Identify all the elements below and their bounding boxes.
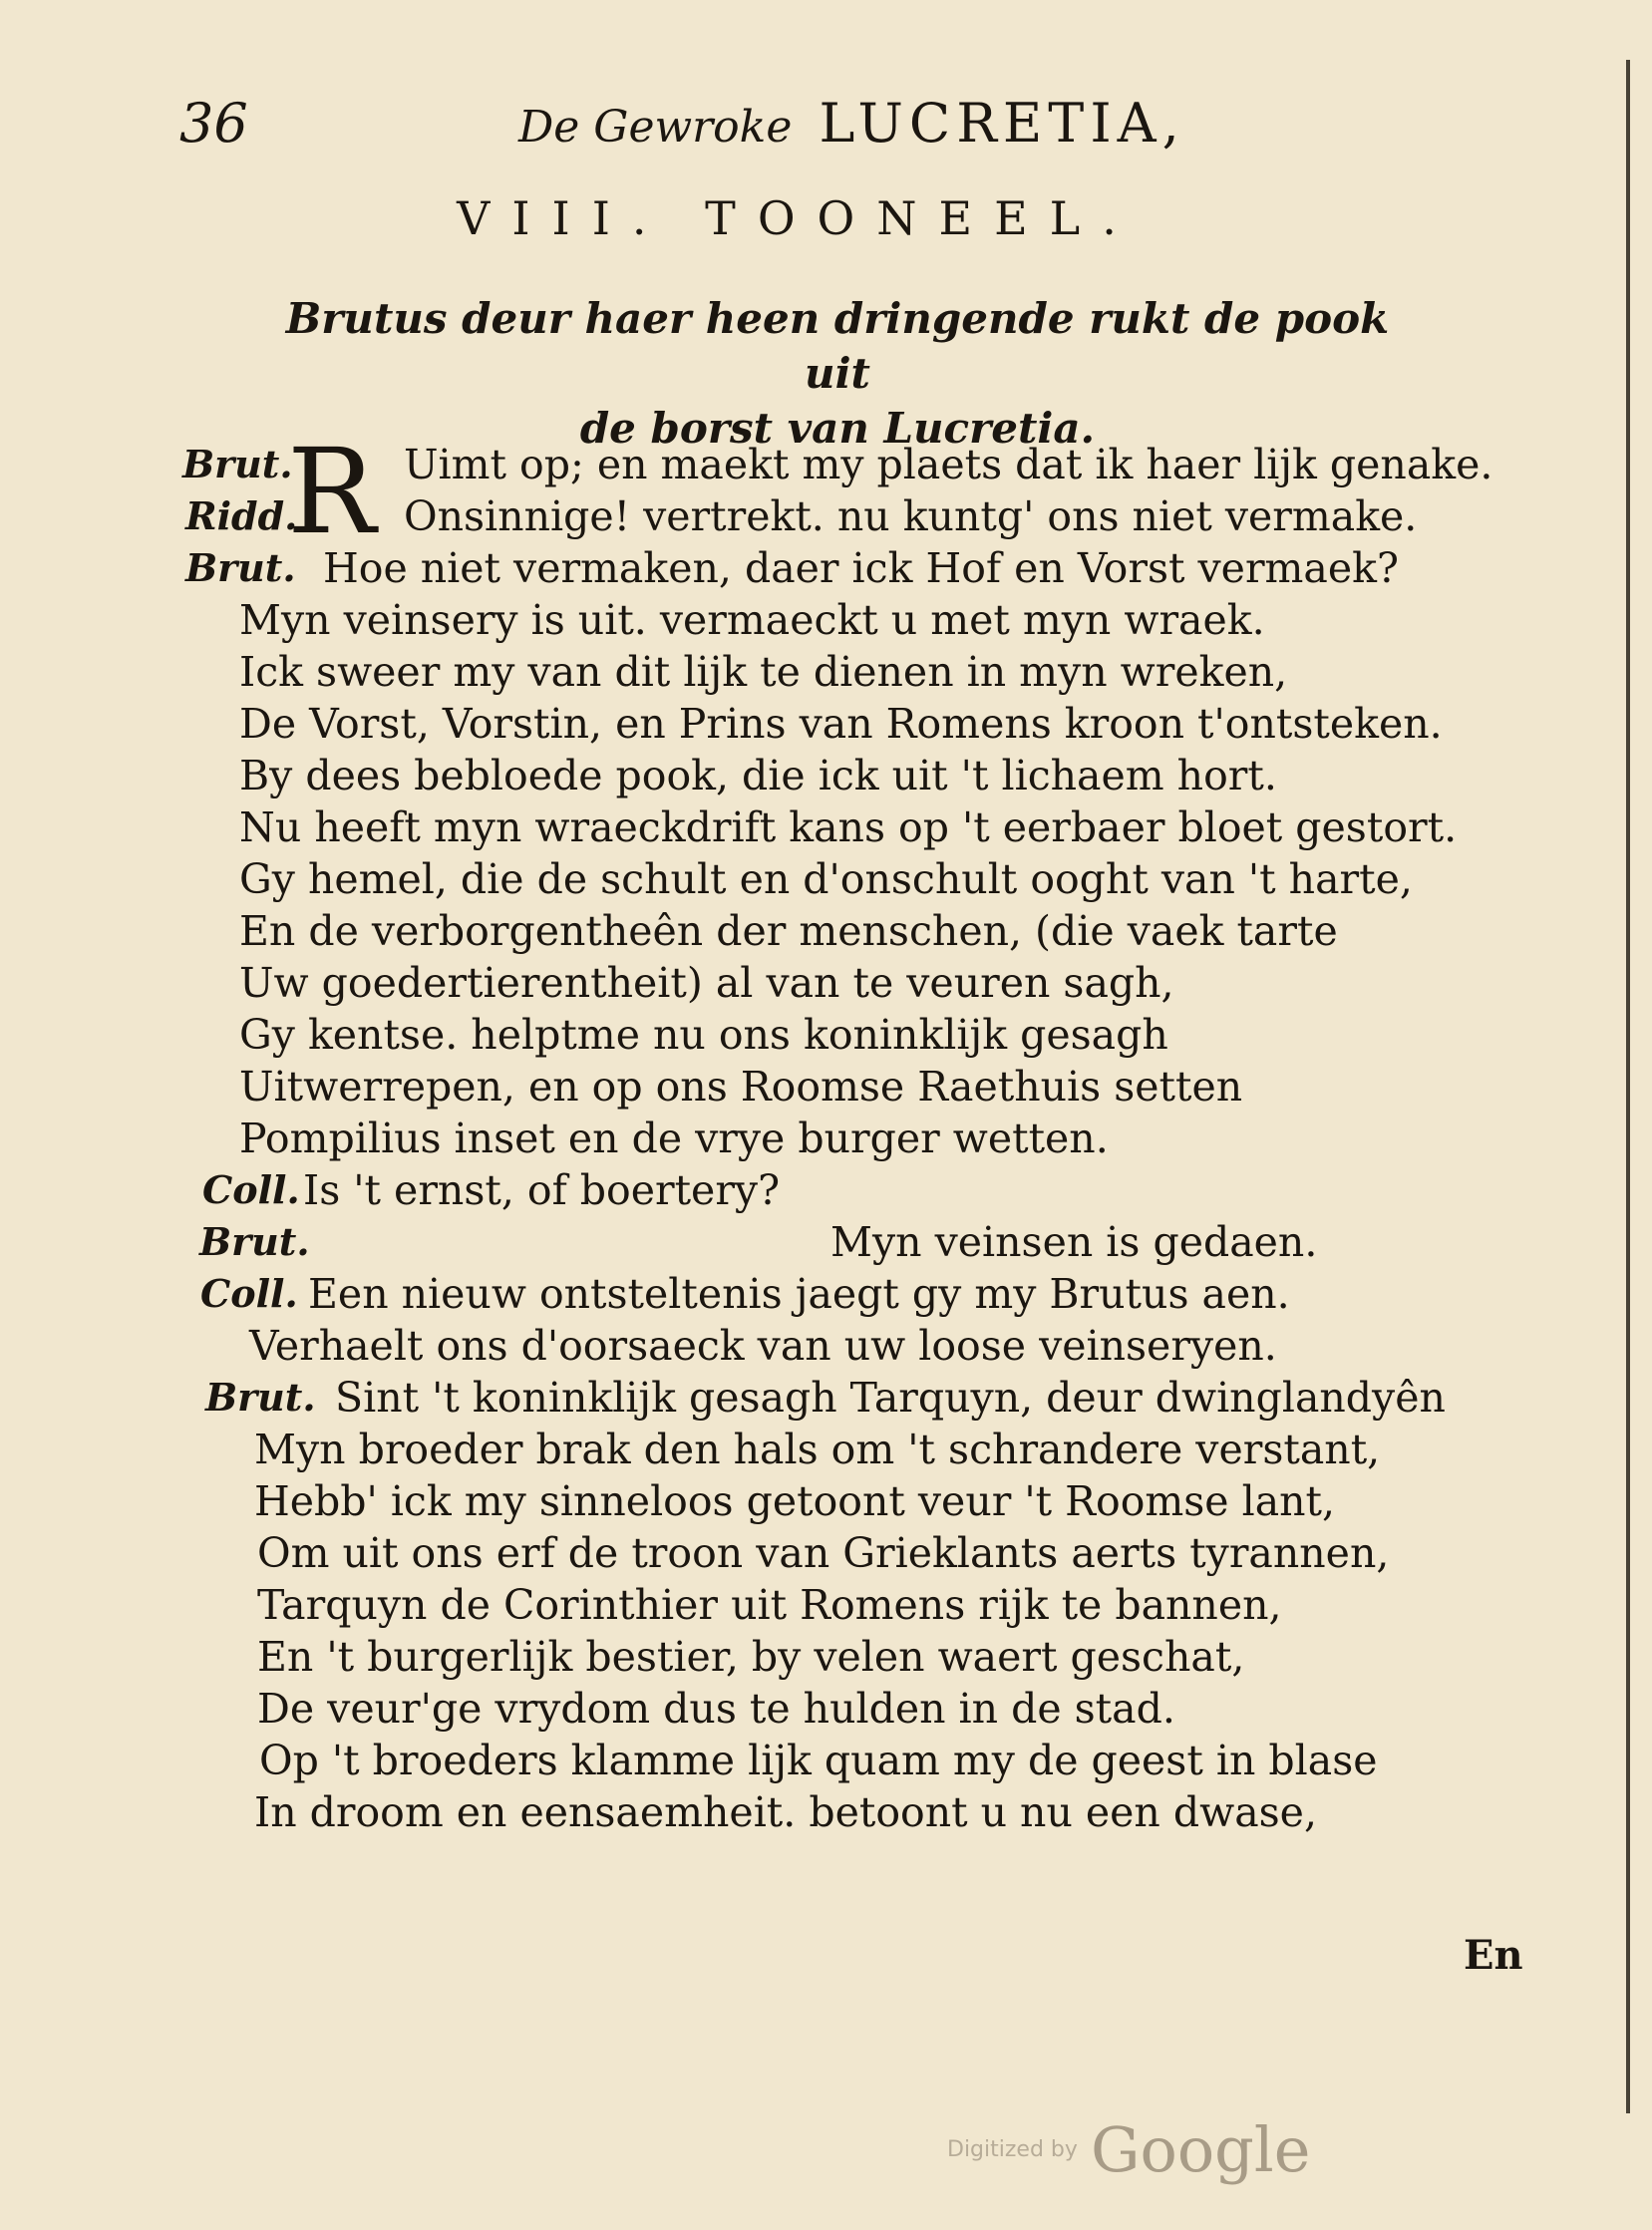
verse-text: Pompilius inset en de vrye burger wetten.	[239, 1115, 1109, 1162]
running-title	[518, 92, 1185, 155]
verse-text: Tarquyn de Corinthier uit Romens rijk te bannen,	[257, 1581, 1282, 1629]
verse-text: Onsinnige! vertrekt. nu kuntg' ons niet vermake.	[404, 492, 1418, 540]
verse-text: Is 't ernst, of boertery?	[303, 1166, 781, 1214]
page-edge-shadow	[1626, 60, 1630, 2113]
verse-text: Op 't broeders klamme lijk quam my de geest in blase	[259, 1737, 1378, 1784]
scene-heading: VIII. TOONEEL.	[457, 191, 1139, 245]
verse-text: Hoe niet vermaken, daer ick Hof en Vorst vermaek?	[323, 544, 1399, 592]
verse-text: Myn veinsery is uit. vermaeckt u met myn wraek.	[239, 596, 1265, 644]
verse-text: De Vorst, Vorstin, en Prins van Romens kroon t'ontsteken.	[239, 700, 1443, 748]
verse-text: Uitwerrepen, en op ons Roomse Raethuis setten	[239, 1063, 1243, 1111]
running-title-caps: LUCRETIA,	[819, 92, 1185, 155]
watermark-prefix: Digitized by	[947, 2137, 1078, 2162]
page-header	[179, 92, 1296, 161]
running-title-italic: De Gewroke	[518, 102, 793, 153]
verse-text: Gy hemel, die de schult en d'onschult ooght van 't harte,	[239, 855, 1413, 903]
verse-text: Uimt op; en maekt my plaets dat ik haer lijk genake.	[404, 441, 1493, 488]
google-logo: Google	[1091, 2113, 1311, 2186]
verse-text: Myn broeder brak den hals om 't schrandere verstant,	[254, 1426, 1381, 1473]
verse-text: Sint 't koninklijk gesagh Tarquyn, deur dwinglandyên	[335, 1374, 1446, 1422]
verse-text: Gy kentse. helptme nu ons koninklijk gesagh	[239, 1011, 1168, 1059]
stage-direction-line-2: de borst van Lucretia.	[579, 404, 1096, 453]
drop-cap: R	[287, 423, 376, 560]
page-number: 36	[179, 92, 248, 155]
verse-text: Hebb' ick my sinneloos getoont veur 't Roomse lant,	[254, 1477, 1336, 1525]
verse-text: De veur'ge vrydom dus te hulden in de stad.	[257, 1685, 1175, 1733]
verse-text: En de verborgentheên der menschen, (die vaek tarte	[239, 907, 1338, 955]
verse-text: Om uit ons erf de troon van Grieklants aerts tyrannen,	[257, 1529, 1390, 1577]
verse-text: In droom en eensaemheit. betoont u nu een dwase,	[254, 1788, 1317, 1836]
verse-text: By dees bebloede pook, die ick uit 't lichaem hort.	[239, 752, 1277, 799]
digitized-watermark	[947, 2113, 1310, 2203]
stage-direction	[249, 291, 1426, 456]
speaker-label: Ridd.	[185, 493, 298, 538]
speaker-label: Coll.	[202, 1167, 300, 1212]
speaker-label: Brut.	[205, 1375, 316, 1420]
verse-text: Verhaelt ons d'oorsaeck van uw loose veinseryen.	[249, 1322, 1277, 1370]
verse-text: Myn veinsen is gedaen.	[830, 1218, 1318, 1266]
speaker-label: Brut.	[199, 1219, 310, 1264]
verse-text: Een nieuw ontsteltenis jaegt gy my Brutus aen.	[308, 1270, 1290, 1318]
stage-direction-line-1: Brutus deur haer heen dringende rukt de pook uit	[285, 294, 1390, 398]
speaker-label: Coll.	[200, 1271, 298, 1316]
catchword: En	[1464, 1932, 1523, 1979]
verse-text: Nu heeft myn wraeckdrift kans op 't eerbaer bloet gestort.	[239, 803, 1458, 851]
speaker-label: Brut.	[182, 442, 293, 486]
verse-text: En 't burgerlijk bestier, by velen waert geschat,	[257, 1633, 1245, 1681]
verse-text: Uw goedertierentheit) al van te veuren sagh,	[239, 959, 1174, 1007]
verse-text: Ick sweer my van dit lijk te dienen in myn wreken,	[239, 648, 1288, 696]
speaker-label: Brut.	[185, 545, 296, 590]
